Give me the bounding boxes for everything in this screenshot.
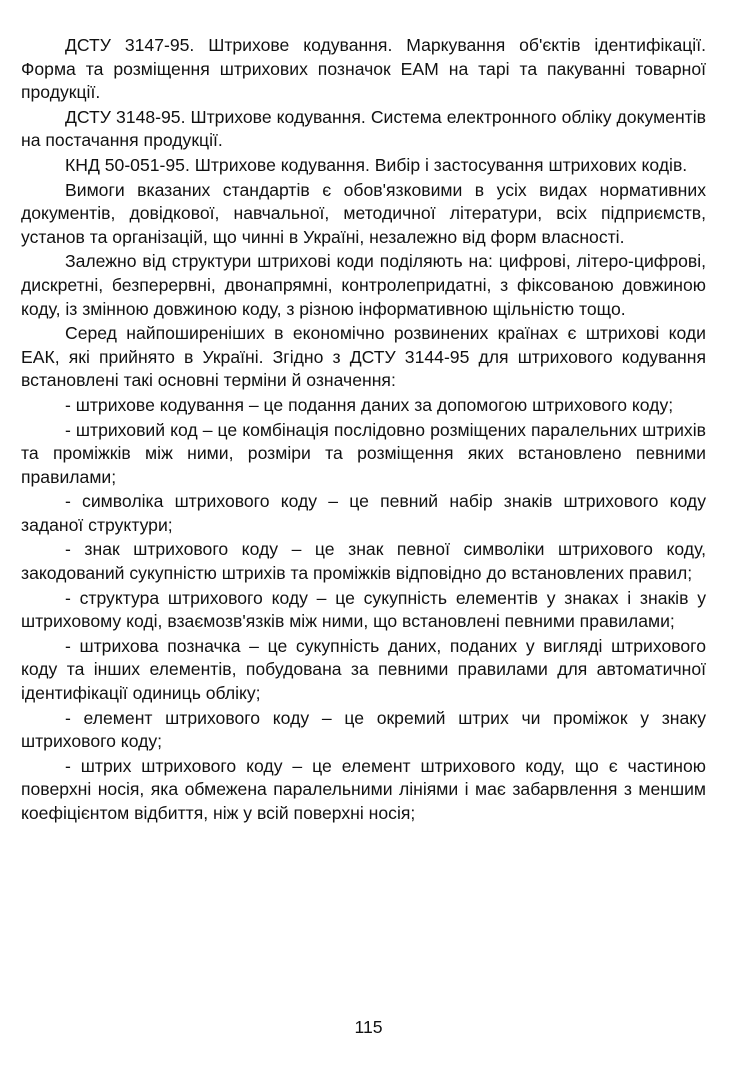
paragraph-dstu-3148: ДСТУ 3148-95. Штрихове кодування. Система електронного обліку документів на постачання продукції.	[21, 106, 706, 151]
page-number: 115	[354, 1017, 383, 1037]
paragraph-standards-requirements: Вимоги вказаних стандартів є обов'язковими в усіх видах нормативних документів, довідкової, навчальної, методичної літератури, всіх підприємств, установ та організацій, що чинні в Україні, незалежно від форм власності.	[21, 179, 706, 247]
paragraph-knd-50-051: КНД 50-051-95. Штрихове кодування. Вибір і застосування штрихових кодів.	[65, 154, 688, 175]
definition-barcode-character: - знак штрихового коду – це знак певної символіки штрихового коду, закодований сукупністю штрихів та проміжків відповідно до встановлених правил;	[21, 539, 706, 584]
paragraph-code-types: Залежно від структури штрихові коди поділяють на: цифрові, літеро-цифрові, дискретні, безперервні, двонапрямні, контролепридатні, з фіксованою довжиною коду, із змінною довжиною коду, з різною інформативною щільністю тощо.	[21, 251, 706, 319]
definition-barcoding: - штрихове кодування – це подання даних за допомогою штрихового коду;	[65, 394, 674, 415]
definition-barcode-bar: - штрих штрихового коду – це елемент штрихового коду, що є частиною поверхні носія, яка обмежена паралельними лініями і має забарвлення з меншим коефіцієнтом відбиття, ніж у всій поверхні носія;	[21, 755, 706, 823]
paragraph-dstu-3147: ДСТУ 3147-95. Штрихове кодування. Маркування об'єктів ідентифікації. Форма та розміщення штрихових позначок EAM на тарі та пакуванні товарної продукції.	[21, 35, 706, 103]
definition-barcode: - штриховий код – це комбінація послідовно розміщених паралельних штрихів та проміжків між ними, розміри та розміщення яких встановлено певними правилами;	[21, 419, 706, 487]
definition-barcode-structure: - структура штрихового коду – це сукупність елементів у знаках і знаків у штриховому коді, взаємозв'язків між ними, що встановлені певними правилами;	[21, 587, 706, 632]
definition-barcode-label: - штрихова позначка – це сукупність даних, поданих у вигляді штрихового коду та інших елементів, побудована за певними правилами для автоматичної ідентифікації одиниць обліку;	[21, 635, 706, 704]
definition-symbology: - символіка штрихового коду – це певний набір знаків штрихового коду заданої структури;	[21, 491, 706, 535]
body-text	[21, 34, 706, 827]
definition-barcode-element: - елемент штрихового коду – це окремий штрих чи проміжок у знаку штрихового коду;	[21, 707, 706, 752]
paragraph-eak-codes: Серед найпоширеніших в економічно розвинених країнах є штрихові коди ЕАК, які прийнято в Україні. Згідно з ДСТУ 3144-95 для штрихового кодування встановлені такі основні терміни й означення:	[21, 323, 706, 391]
